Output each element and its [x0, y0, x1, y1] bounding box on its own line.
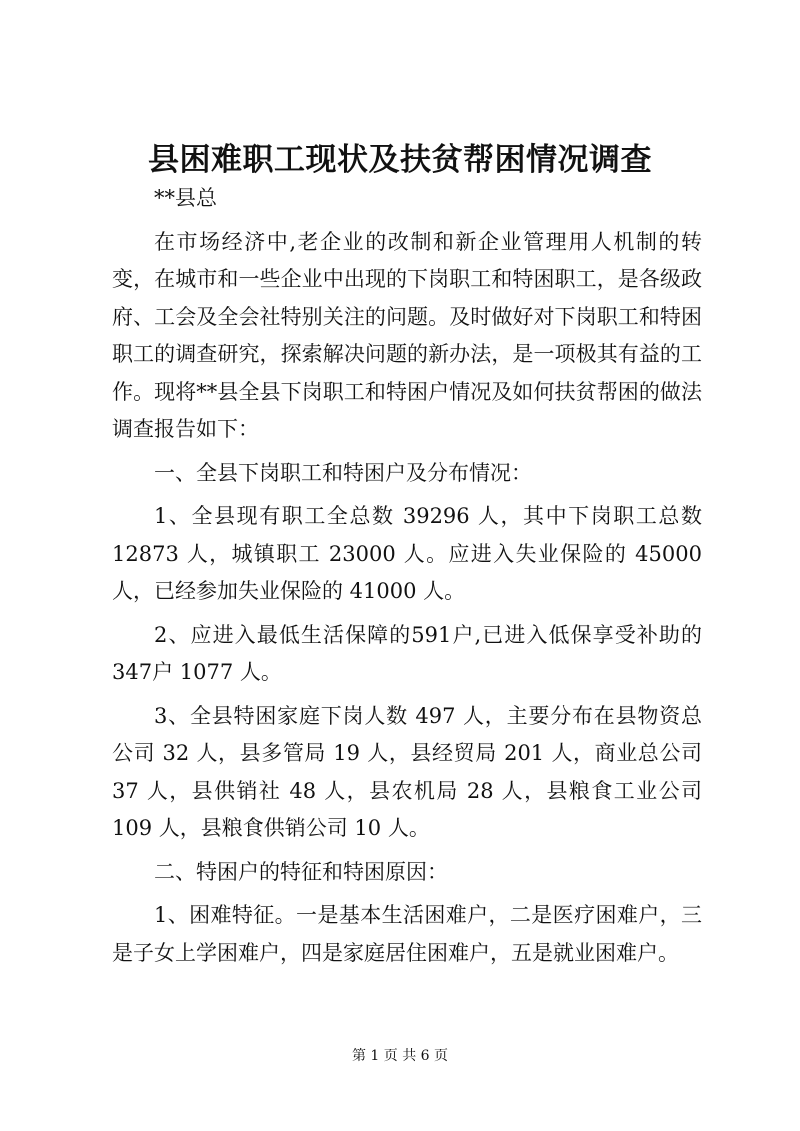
page-title: 县困难职工现状及扶贫帮困情况调查: [148, 142, 652, 178]
paragraph-item-1-2: 2、应进入最低生活保障的591户,已进入低保享受补助的347户 1077 人。: [112, 622, 702, 684]
paragraph-item-1-1: 1、全县现有职工全总数 39296 人，其中下岗职工总数 12873 人，城镇职工 23000 人。应进入失业保险的 45000 人，已经参加失业保险的 41000 人。: [112, 504, 702, 603]
paragraph-intro: 在市场经济中,老企业的改制和新企业管理用人机制的转变，在城市和一些企业中出现的下岗职工和特困职工，是各级政府、工会及全会社特别关注的问题。及时做好对下岗职工和特困职工的调查研究，探索解决问题的新办法，是一项极其有益的工作。现将**县全县下岗职工和特困户情况及如何扶贫帮困的做法调查报告如下：: [112, 229, 702, 441]
page-number: 第 1 页 共 6 页: [351, 1048, 449, 1064]
author-line: **县总: [154, 186, 217, 210]
paragraph-item-1-3: 3、全县特困家庭下岗人数 497 人，主要分布在县物资总公司 32 人，县多管局 19 人，县经贸局 201 人，商业总公司 37 人，县供销社 48 人，县农机局 28 人，县粮食工业公司 109 人，县粮食供销公司 10 人。: [112, 703, 702, 840]
section-heading-2: 二、特困户的特征和特困原因：: [154, 859, 448, 884]
document-body: [112, 180, 702, 978]
section-heading-1: 一、全县下岗职工和特困户及分布情况：: [154, 460, 532, 485]
paragraph-item-2-1: 1、困难特征。一是基本生活困难户，二是医疗困难户，三是子女上学困难户，四是家庭居住困难户，五是就业困难户。: [112, 903, 702, 965]
